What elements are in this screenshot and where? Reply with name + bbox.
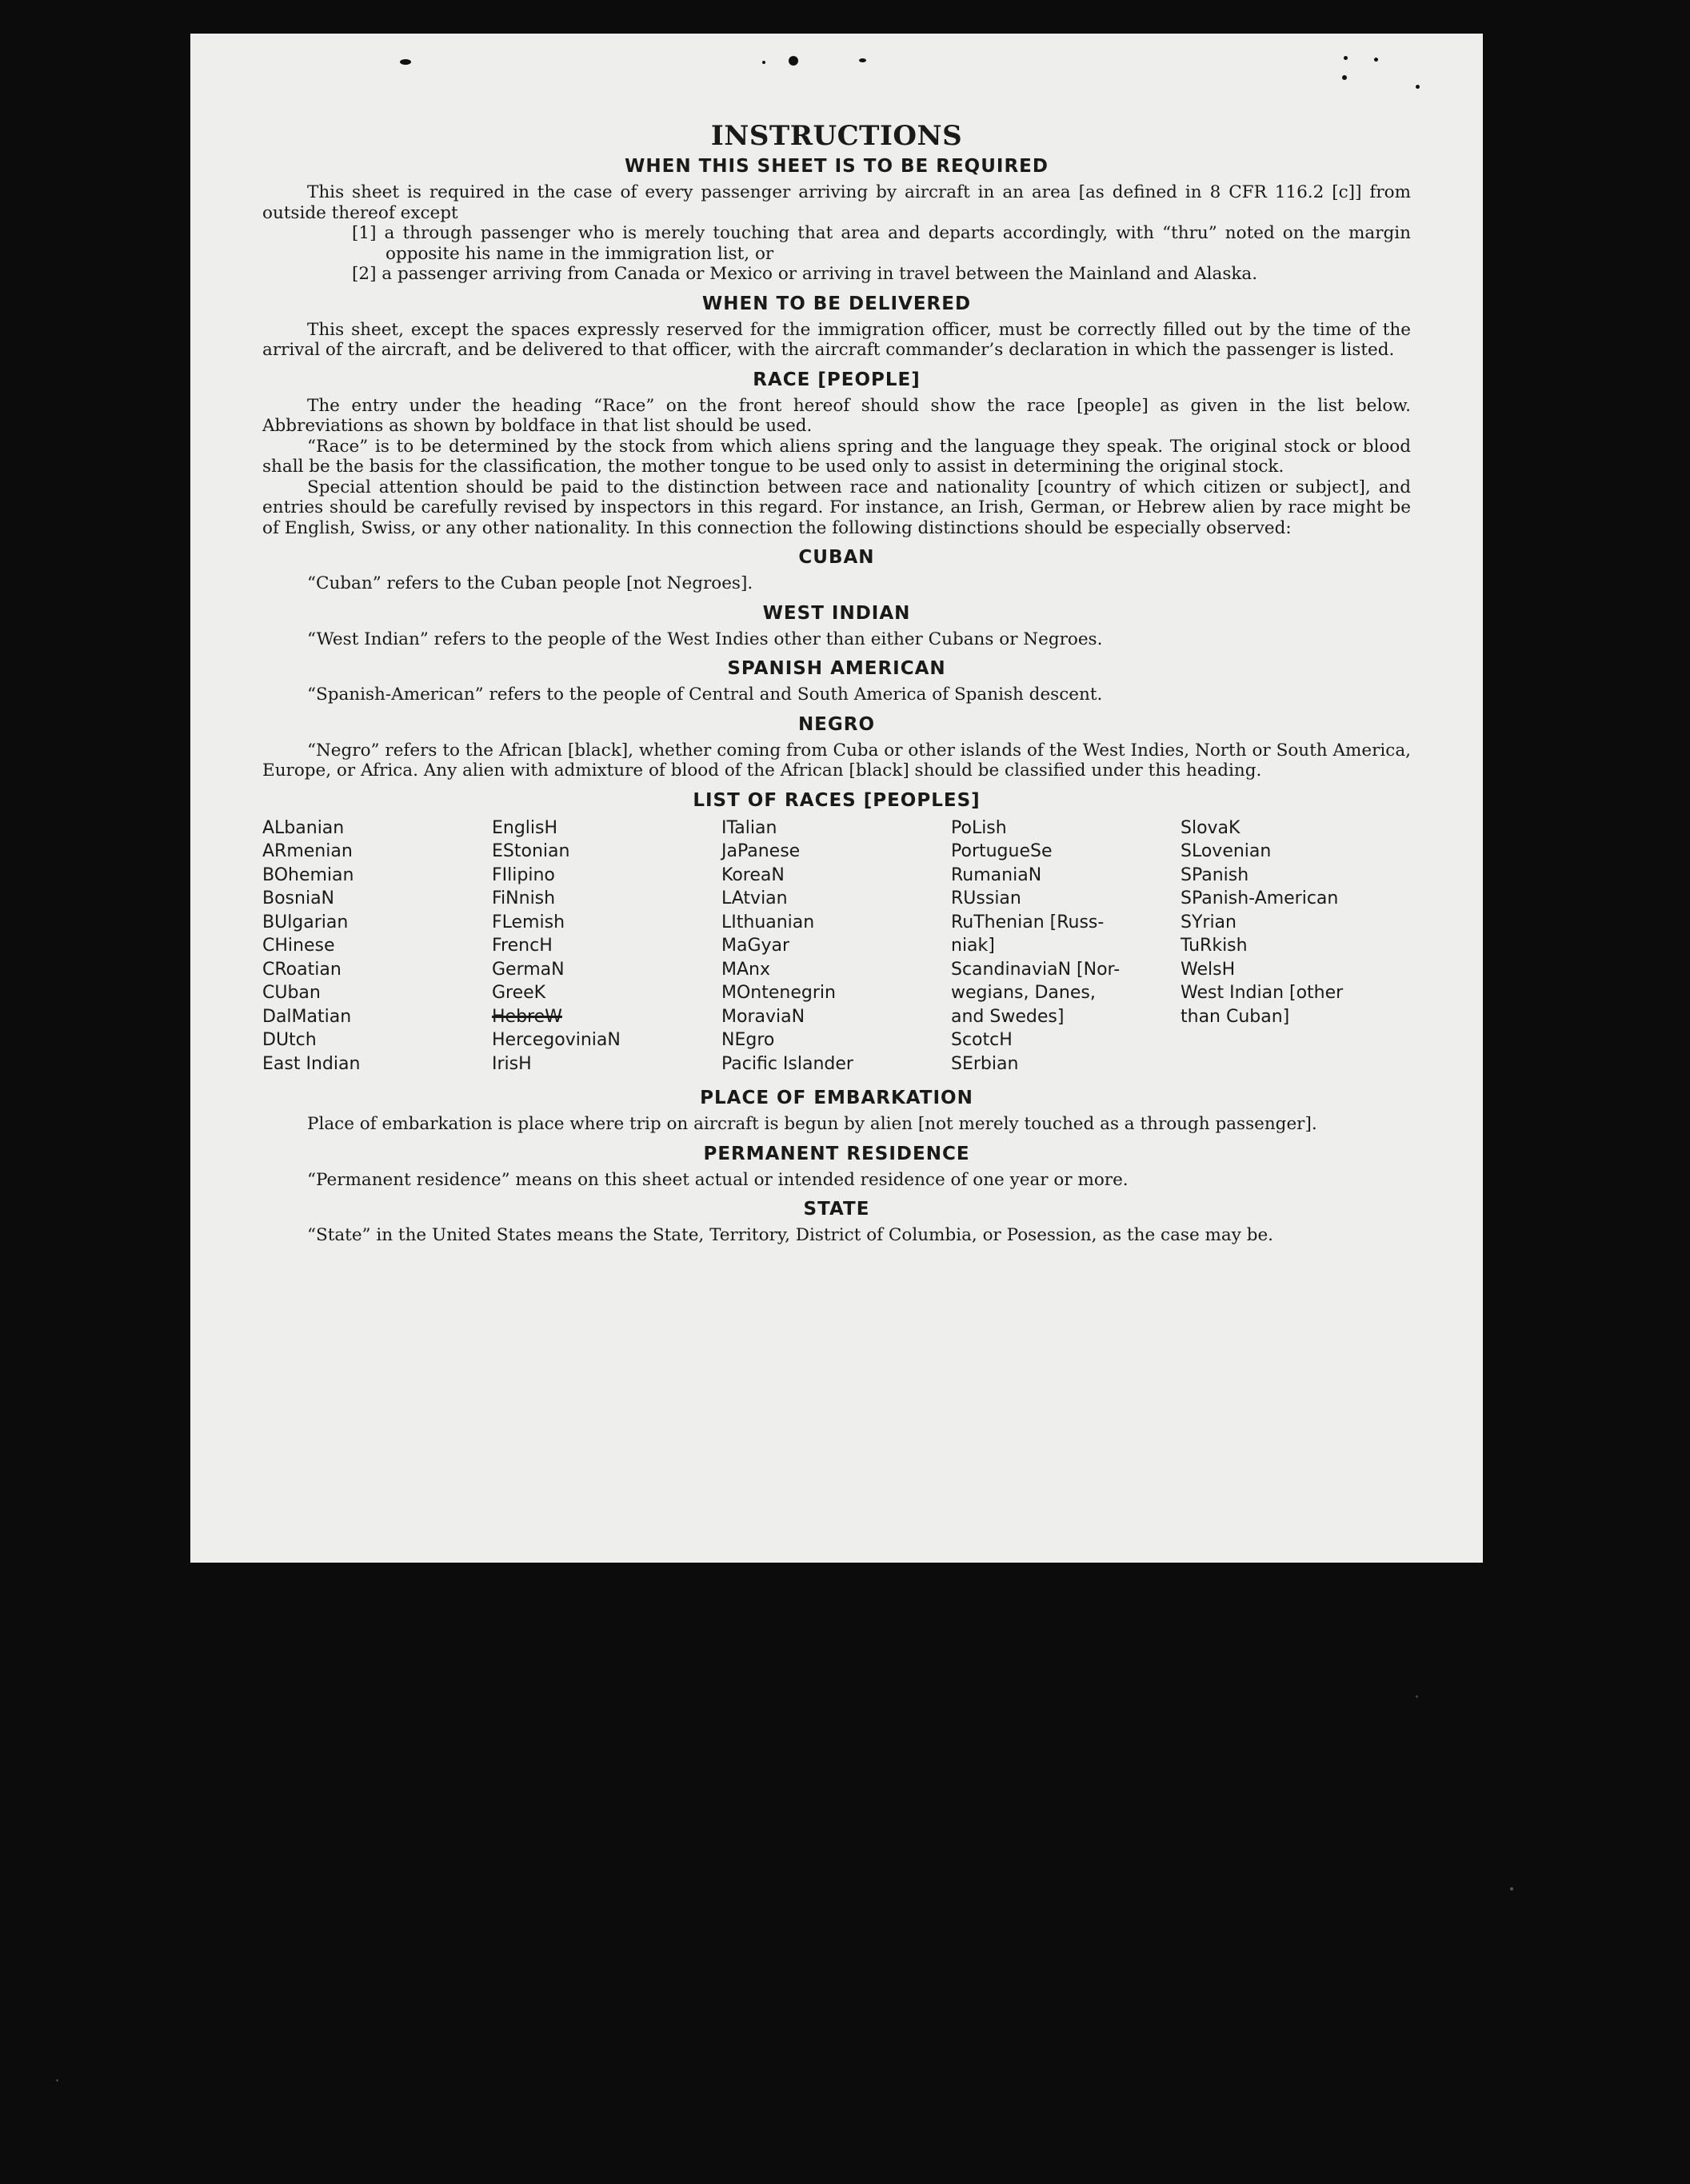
list-item: FrencH (492, 936, 553, 956)
heading-cuban: CUBAN (798, 547, 875, 568)
speck-mark (1342, 75, 1347, 80)
list-item: RUssian (951, 888, 1021, 908)
speck-mark (859, 58, 866, 62)
race-paragraph-2: “Race” is to be determined by the stock from which aliens spring and the language they speak. The original stock or blood shall be the basis for the classification, the mother tongue to be used only to assist in determining the original stock. (262, 436, 1411, 477)
race-paragraph-3: Special attention should be paid to the distinction between race and nationality [country of which citizen or subject], and entries should be carefully revised by inspectors in this regard. For instance, an Irish, German, or Hebrew alien by race might be of English, Swiss, or any other nationality. In this connection the following distinctions should be especially observed: (262, 477, 1411, 538)
speck-mark (1416, 1695, 1418, 1698)
list-item: EnglisH (492, 817, 558, 838)
heading-negro: NEGRO (797, 713, 876, 735)
heading-permanent-residence: PERMANENT RESIDENCE (703, 1143, 970, 1164)
speck-mark (1416, 85, 1420, 89)
heading-when-delivered: WHEN TO BE DELIVERED (701, 293, 972, 314)
races-list (262, 817, 1411, 1076)
list-item: MoraviaN (721, 1006, 805, 1027)
list-item: SLovenian (1181, 841, 1272, 861)
list-item: ScandinaviaN [Nor- wegians, Danes, and Swedes] (951, 959, 1121, 1027)
negro-text: “Negro” refers to the African [black], whether coming from Cuba or other islands of the West Indies, North or South America, Europe, or Africa. Any alien with admixture of blood of the African [black] should be classified under this heading. (262, 740, 1411, 781)
list-item: ARmenian (262, 841, 353, 861)
list-item: ALbanian (262, 817, 345, 838)
race-paragraph-1: The entry under the heading “Race” on the front hereof should show the race [people] as given in the list below. Abbreviations as shown by boldface in that list should be used. (262, 395, 1411, 436)
list-item: ITalian (721, 817, 777, 838)
list-item: GermaN (492, 959, 565, 980)
list-item: SPanish (1181, 864, 1249, 885)
races-column-5 (1181, 817, 1411, 1076)
list-item: SPanish-American (1181, 888, 1339, 908)
list-item: West Indian [other than Cuban] (1181, 983, 1344, 1027)
embarkation-text: Place of embarkation is place where trip on aircraft is begun by alien [not merely touched as a through passenger]. (307, 1114, 1317, 1134)
list-item: ScotcH (951, 1030, 1013, 1050)
list-item: MaGyar (721, 936, 790, 956)
list-item: FiNnish (492, 888, 556, 908)
list-item: GreeK (492, 983, 546, 1003)
list-item: KoreaN (721, 864, 785, 885)
heading-list-of-races: LIST OF RACES [PEOPLES] (693, 789, 981, 811)
speck-mark (1344, 56, 1348, 60)
list-item: CHinese (262, 936, 335, 956)
list-item: BosniaN (262, 888, 335, 908)
list-item: JaPanese (721, 841, 801, 861)
speck-mark (762, 61, 765, 64)
west-indian-text: “West Indian” refers to the people of the West Indies other than either Cubans or Negroes. (307, 629, 1103, 649)
list-item: RumaniaN (951, 864, 1042, 885)
list-item: TuRkish (1181, 936, 1248, 956)
speck-mark (789, 56, 798, 66)
speck-mark (400, 59, 411, 65)
document-page (190, 34, 1483, 1563)
list-item: SYrian (1181, 912, 1237, 932)
races-column-2 (492, 817, 721, 1076)
list-item: PoLish (951, 817, 1007, 838)
delivered-text: This sheet, except the spaces expressly reserved for the immigration officer, must be correctly filled out by the time of the arrival of the aircraft, and be delivered to that officer, with the aircraft commander’s declaration in which the passenger is listed. (262, 319, 1411, 360)
list-item: LAtvian (721, 888, 788, 908)
list-item: East Indian (262, 1053, 361, 1074)
heading-west-indian: WEST INDIAN (762, 602, 911, 624)
required-intro: This sheet is required in the case of every passenger arriving by aircraft in an area [as defined in 8 CFR 116.2 [c]] from outside thereof except (262, 182, 1411, 223)
required-item-1: [1] a through passenger who is merely touching that area and departs accordingly, with “thru” noted on the margin opposite his name in the immigration list, or (352, 223, 1411, 264)
speck-mark (1510, 1887, 1513, 1891)
heading-spanish-american: SPANISH AMERICAN (727, 658, 946, 679)
heading-when-required: WHEN THIS SHEET IS TO BE REQUIRED (625, 156, 1049, 177)
list-item: BOhemian (262, 864, 354, 885)
required-item-2: [2] a passenger arriving from Canada or Mexico or arriving in travel between the Mainland and Alaska. (352, 264, 1258, 284)
list-item: WelsH (1181, 959, 1236, 980)
residence-text: “Permanent residence” means on this sheet actual or intended residence of one year or more. (307, 1169, 1129, 1190)
races-column-1 (262, 817, 492, 1076)
races-column-3 (721, 817, 951, 1076)
list-item: HercegoviniaN (492, 1030, 621, 1050)
heading-state: STATE (803, 1199, 870, 1220)
heading-race: RACE [PEOPLE] (753, 369, 921, 390)
list-item: Pacific Islander (721, 1053, 853, 1074)
list-item: SlovaK (1181, 817, 1241, 838)
list-item: PortugueSe (951, 841, 1053, 861)
list-item: BUlgarian (262, 912, 349, 932)
list-item: LIthuanian (721, 912, 815, 932)
cuban-text: “Cuban” refers to the Cuban people [not Negroes]. (307, 573, 753, 593)
list-item: MOntenegrin (721, 983, 836, 1003)
spanish-american-text: “Spanish-American” refers to the people of Central and South America of Spanish descent. (307, 685, 1103, 705)
instructions-content (262, 120, 1411, 1246)
list-item: RuThenian [Russ- niak] (951, 912, 1105, 956)
heading-place-of-embarkation: PLACE OF EMBARKATION (700, 1088, 973, 1108)
list-item: CRoatian (262, 959, 342, 980)
list-item: IrisH (492, 1053, 532, 1074)
list-item: NEgro (721, 1030, 775, 1050)
races-column-4 (951, 817, 1181, 1076)
list-item: MAnx (721, 959, 770, 980)
list-item: FIlipino (492, 864, 555, 885)
page-title: INSTRUCTIONS (710, 120, 963, 152)
list-item: DalMatian (262, 1006, 352, 1027)
speck-mark (56, 2079, 58, 2082)
list-item: SErbian (951, 1053, 1019, 1074)
list-item: EStonian (492, 841, 570, 861)
list-item: FLemish (492, 912, 565, 932)
speck-mark (1374, 58, 1378, 62)
list-item-struck-out: HebreW (492, 1006, 562, 1027)
state-text: “State” in the United States means the State, Territory, District of Columbia, or Posession, as the case may be. (307, 1225, 1274, 1245)
list-item: DUtch (262, 1030, 317, 1050)
list-item: CUban (262, 983, 321, 1003)
